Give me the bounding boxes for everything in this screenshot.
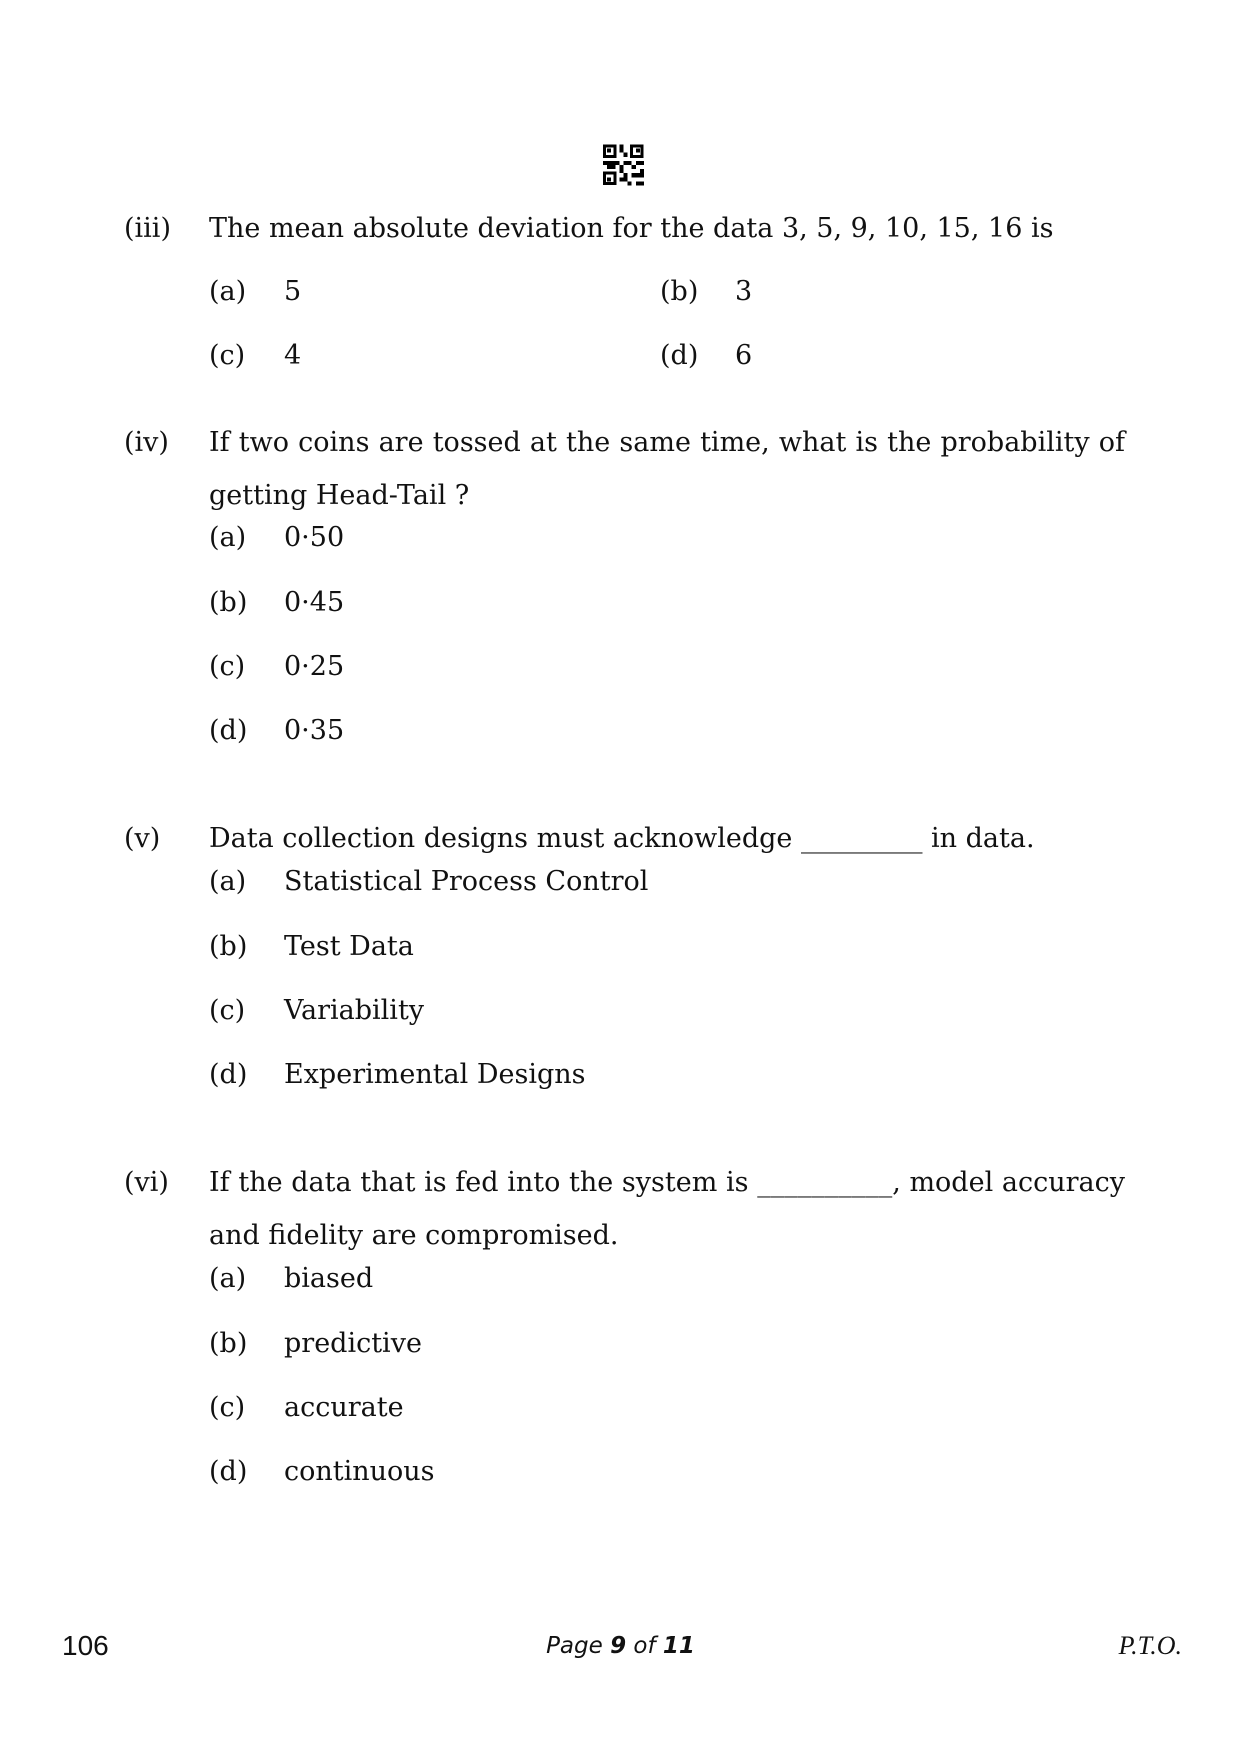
please-turn-over: P.T.O. <box>1118 1631 1182 1660</box>
qr-code <box>603 144 644 186</box>
answer-option <box>209 1452 435 1492</box>
answer-option <box>660 336 752 376</box>
option-text: biased <box>284 1263 374 1294</box>
option-text: Statistical Process Control <box>284 866 649 897</box>
answer-option <box>209 336 301 376</box>
page-current: 9 <box>610 1633 627 1659</box>
page-number <box>0 1628 1241 1664</box>
answer-option <box>660 272 752 312</box>
option-letter: (d) <box>660 340 699 371</box>
option-text: predictive <box>284 1328 422 1359</box>
answer-option <box>209 518 344 558</box>
option-text: 0·35 <box>284 715 345 746</box>
option-text: Variability <box>284 995 425 1026</box>
option-letter: (c) <box>209 995 246 1026</box>
option-letter: (a) <box>209 522 247 553</box>
question-text: If the data that is fed into the system is __________, model accuracy and fidelity are compromised. <box>209 1167 1125 1251</box>
option-letter: (c) <box>209 651 246 682</box>
option-letter: (c) <box>209 340 246 371</box>
option-letter: (b) <box>660 276 699 307</box>
page-total: 11 <box>662 1633 695 1659</box>
question-text: The mean absolute deviation for the data 3, 5, 9, 10, 15, 16 is <box>209 213 1054 244</box>
paper-code: 106 <box>62 1630 109 1661</box>
option-letter: (a) <box>209 866 247 897</box>
question-number: (iii) <box>124 213 171 244</box>
answer-option <box>209 1259 373 1299</box>
question-number: (v) <box>124 823 161 854</box>
question-number: (iv) <box>124 427 169 458</box>
option-text: 0·25 <box>284 651 345 682</box>
option-text: 5 <box>284 276 302 307</box>
option-text: 4 <box>284 340 302 371</box>
answer-option <box>209 862 648 902</box>
option-letter: (d) <box>209 715 248 746</box>
answer-option <box>209 647 344 687</box>
answer-option <box>209 1324 422 1364</box>
answer-option <box>209 1388 404 1428</box>
option-letter: (a) <box>209 276 247 307</box>
question-text: If two coins are tossed at the same time, what is the probability of getting Head-Tail ? <box>209 427 1125 511</box>
question-text: Data collection designs must acknowledge _________ in data. <box>209 823 1035 854</box>
option-text: Test Data <box>284 931 414 962</box>
answer-option <box>209 991 424 1031</box>
option-letter: (b) <box>209 931 248 962</box>
option-text: Experimental Designs <box>284 1059 586 1090</box>
option-letter: (d) <box>209 1059 248 1090</box>
option-letter: (d) <box>209 1456 248 1487</box>
answer-option <box>209 711 344 751</box>
question-number: (vi) <box>124 1167 169 1198</box>
option-text: 6 <box>735 340 753 371</box>
option-letter: (b) <box>209 1328 248 1359</box>
option-text: continuous <box>284 1456 435 1487</box>
answer-option <box>209 583 344 623</box>
option-text: 0·50 <box>284 522 345 553</box>
answer-option <box>209 927 414 967</box>
page-prefix: Page <box>546 1633 611 1659</box>
answer-option <box>209 272 301 312</box>
option-letter: (c) <box>209 1392 246 1423</box>
answer-option <box>209 1055 586 1095</box>
option-text: accurate <box>284 1392 404 1423</box>
option-letter: (b) <box>209 587 248 618</box>
page-of: of <box>626 1633 663 1659</box>
option-text: 0·45 <box>284 587 345 618</box>
option-letter: (a) <box>209 1263 247 1294</box>
option-text: 3 <box>735 276 753 307</box>
